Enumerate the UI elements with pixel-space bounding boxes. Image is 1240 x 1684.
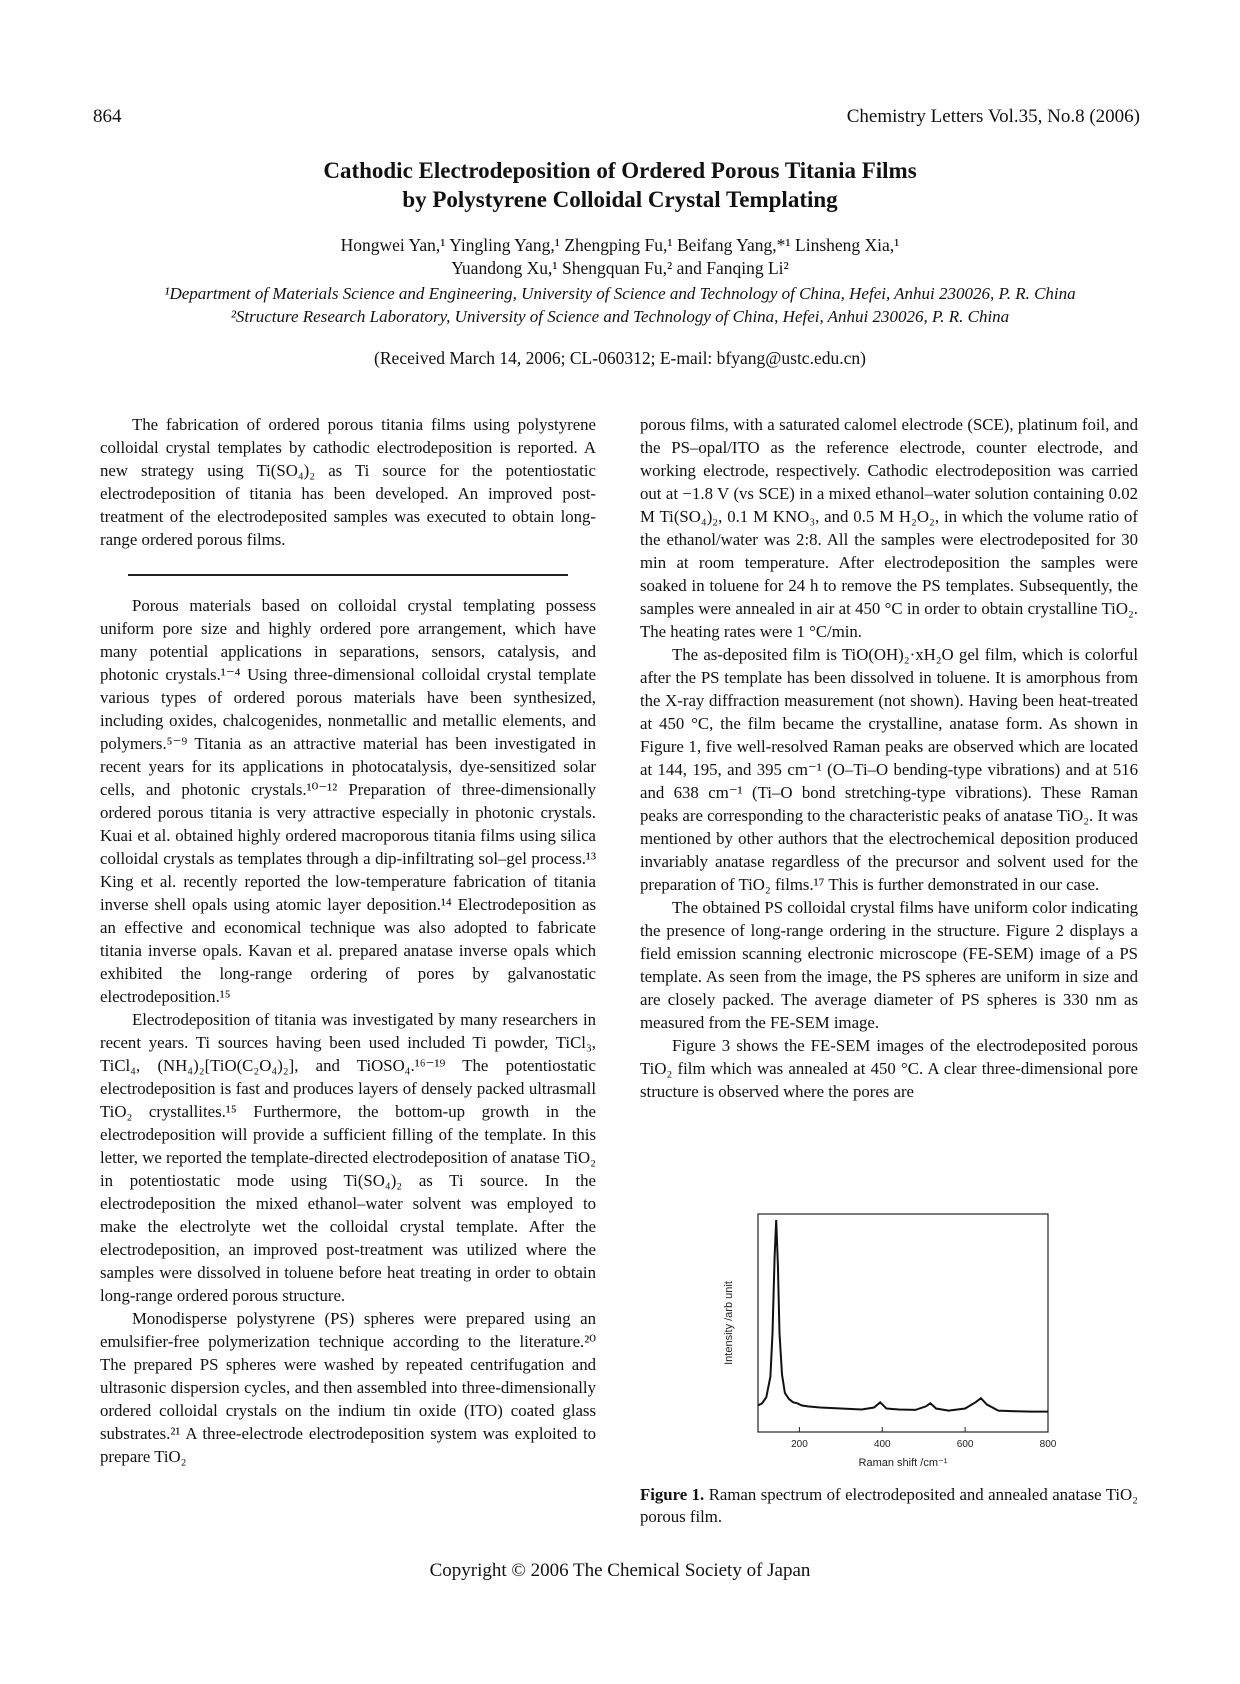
x-tick-label: 400 [873,1439,891,1450]
caption-label: Figure 1. [640,1485,705,1504]
author-list [0,234,1240,280]
title-line-2: by Polystyrene Colloidal Crystal Templating [402,187,838,212]
x-tick-label: 800 [1039,1439,1057,1450]
paragraph: Figure 3 shows the FE-SEM images of the electrodeposited porous TiO₂ film which was annealed at 450 °C. A clear three-dimensional pore structure is observed where the pores are [640,1036,1138,1101]
paragraph: The as-deposited film is TiO(OH)₂·xH₂O gel film, which is colorful after the PS template has been dissolved in toluene. It is amorphous from the X-ray diffraction measurement (not shown). Having been heat-treated at 450 °C, the film became the crystalline, anatase form. As shown in Figure 1, five well-resolved Raman peaks are observed which are located at 144, 195, and 395 cm⁻¹ (O–Ti–O bending-type vibrations) and at 516 and 638 cm⁻¹ (Ti–O bond stretching-type vibrations). These Raman peaks are corresponding to the characteristic peaks of anatase TiO₂. It was mentioned by other authors that the electrochemical deposition produced invariably anatase regardless of the precursor and solvent used for the preparation of TiO₂ films.¹⁷ This is further demonstrated in our case. [640,645,1138,894]
figure-caption [640,1484,1138,1528]
paragraph: porous films, with a saturated calomel electrode (SCE), platinum foil, and the PS–opal/ITO as the reference electrode, counter electrode, and working electrode, respectively. Cathodic electrodeposition was carried out at −1.8 V (vs SCE) in a mixed ethanol–water solution containing 0.02 M Ti(SO₄)₂, 0.1 M KNO₃, and 0.5 M H₂O₂, in which the volume ratio of the ethanol/water was 2:8. All the samples were electrodeposited for 30 min at room temperature. After electrodeposition the samples were soaked in toluene for 24 h to remove the PS templates. Subsequently, the samples were annealed in air at 450 °C in order to obtain crystalline TiO₂. The heating rates were 1 °C/min. [640,415,1138,641]
spectrum-line [758,1220,1048,1412]
paragraph: The obtained PS colloidal crystal films have uniform color indicating the presence of long-range ordering in the structure. Figure 2 displays a field emission scanning electronic microscope (FE-SEM) image of a PS template. As seen from the image, the PS spheres are uniform in size and are closely packed. The average diameter of PS spheres is 330 nm as measured from the FE-SEM image. [640,898,1138,1032]
left-column [100,594,596,1468]
copyright-footer: Copyright © 2006 The Chemical Society of Japan [429,1560,811,1581]
authors-line-2: Yuandong Xu,¹ Shengquan Fu,² and Fanqing Li² [451,258,789,278]
affiliation-2: ²Structure Research Laboratory, University of Science and Technology of China, Hefei, Anhui 230026, P. R. China [230,307,1010,326]
journal-header: Chemistry Letters Vol.35, No.8 (2006) [846,106,1140,127]
y-axis-label: Intensity /arb unit [723,1281,735,1365]
paragraph: Porous materials based on colloidal crystal templating possess uniform pore size and highly ordered pore arrangement, which have many potential applications in separations, sensors, catalysis, and photonic crystals.¹⁻⁴ Using three-dimensional colloidal crystal template various types of ordered porous materials have been synthesized, including oxides, chalcogenides, nonmetallic and metallic elements, and polymers.⁵⁻⁹ Titania as an attractive material has been investigated in recent years for its applications in photocatalysis, dye-sensitized solar cells, and photonic crystals.¹⁰⁻¹² Preparation of three-dimensionally ordered porous titania is very attractive especially in photonic crystals. Kuai et al. obtained highly ordered macroporous titania films using silica colloidal crystals as templates through a dip-infiltrating sol–gel process.¹³ King et al. recently reported the low-temperature fabrication of titania inverse shell opals using atomic layer deposition.¹⁴ Electrodeposition as an effective and economical technique was also adopted to fabricate titania inverse opals. Kavan et al. prepared anatase inverse opals which exhibited the long-range ordering of pores by galvanostatic electrodeposition.¹⁵ [100,596,596,1006]
abstract [100,413,596,551]
abstract-text: The fabrication of ordered porous titania films using polystyrene colloidal crystal templates by cathodic electrodeposition is reported. A new strategy using Ti(SO₄)₂ as Ti source for the potentiostatic electrodeposition of titania has been developed. An improved post-treatment of the electrodeposited samples was executed to obtain long-range ordered porous films. [100,415,596,549]
x-axis-label: Raman shift /cm⁻¹ [858,1457,948,1469]
x-axis-ticks [791,1427,1057,1450]
plot-frame [758,1214,1048,1432]
x-tick-label: 600 [956,1439,974,1450]
received-line: (Received March 14, 2006; CL-060312; E-mail: bfyang@ustc.edu.cn) [374,348,866,368]
x-tick-label: 200 [791,1439,808,1450]
abstract-divider [128,574,568,576]
affiliations [0,282,1240,328]
paragraph: Electrodeposition of titania was investigated by many researchers in recent years. Ti sources having been used included Ti powder, TiCl₃, TiCl₄, (NH₄)₂[TiO(C₂O₄)₂], and TiOSO₄.¹⁶⁻¹⁹ The potentiostatic electrodeposition is fast and produces layers of densely packed ultrasmall TiO₂ crystallites.¹⁵ Furthermore, the bottom-up growth in the electrodeposition will provide a sufficient filling of the template. In this letter, we reported the template-directed electrodeposition of anatase TiO₂ in potentiostatic mode using Ti(SO₄)₂ as Ti source. In the electrodeposition the mixed ethanol–water solvent was employed to make the electrolyte wet the colloidal crystal template. After the electrodeposition, an improved post-treatment was utilized where the samples were dissolved in toluene before heat treating in order to obtain long-range ordered porous structure. [100,1010,596,1305]
article-title [0,156,1240,214]
raman-spectrum-chart [714,1210,1057,1472]
paragraph: Monodisperse polystyrene (PS) spheres were prepared using an emulsifier-free polymerization technique according to the literature.²⁰ The prepared PS spheres were washed by repeated centrifugation and ultrasonic dispersion cycles, and then assembled into three-dimensionally ordered colloidal crystals on the indium tin oxide (ITO) coated glass substrates.²¹ A three-electrode electrodeposition system was exploited to prepare TiO₂ [100,1309,596,1466]
caption-text: Raman spectrum of electrodeposited and annealed anatase TiO₂ porous film. [640,1485,1139,1526]
affiliation-1: ¹Department of Materials Science and Engineering, University of Science and Technology of China, Hefei, Anhui 230026, P. R. China [164,284,1076,303]
right-column [640,413,1138,1103]
page-number: 864 [93,106,122,127]
authors-line-1: Hongwei Yan,¹ Yingling Yang,¹ Zhengping Fu,¹ Beifang Yang,*¹ Linsheng Xia,¹ [340,235,900,255]
title-line-1: Cathodic Electrodeposition of Ordered Porous Titania Films [323,158,917,183]
